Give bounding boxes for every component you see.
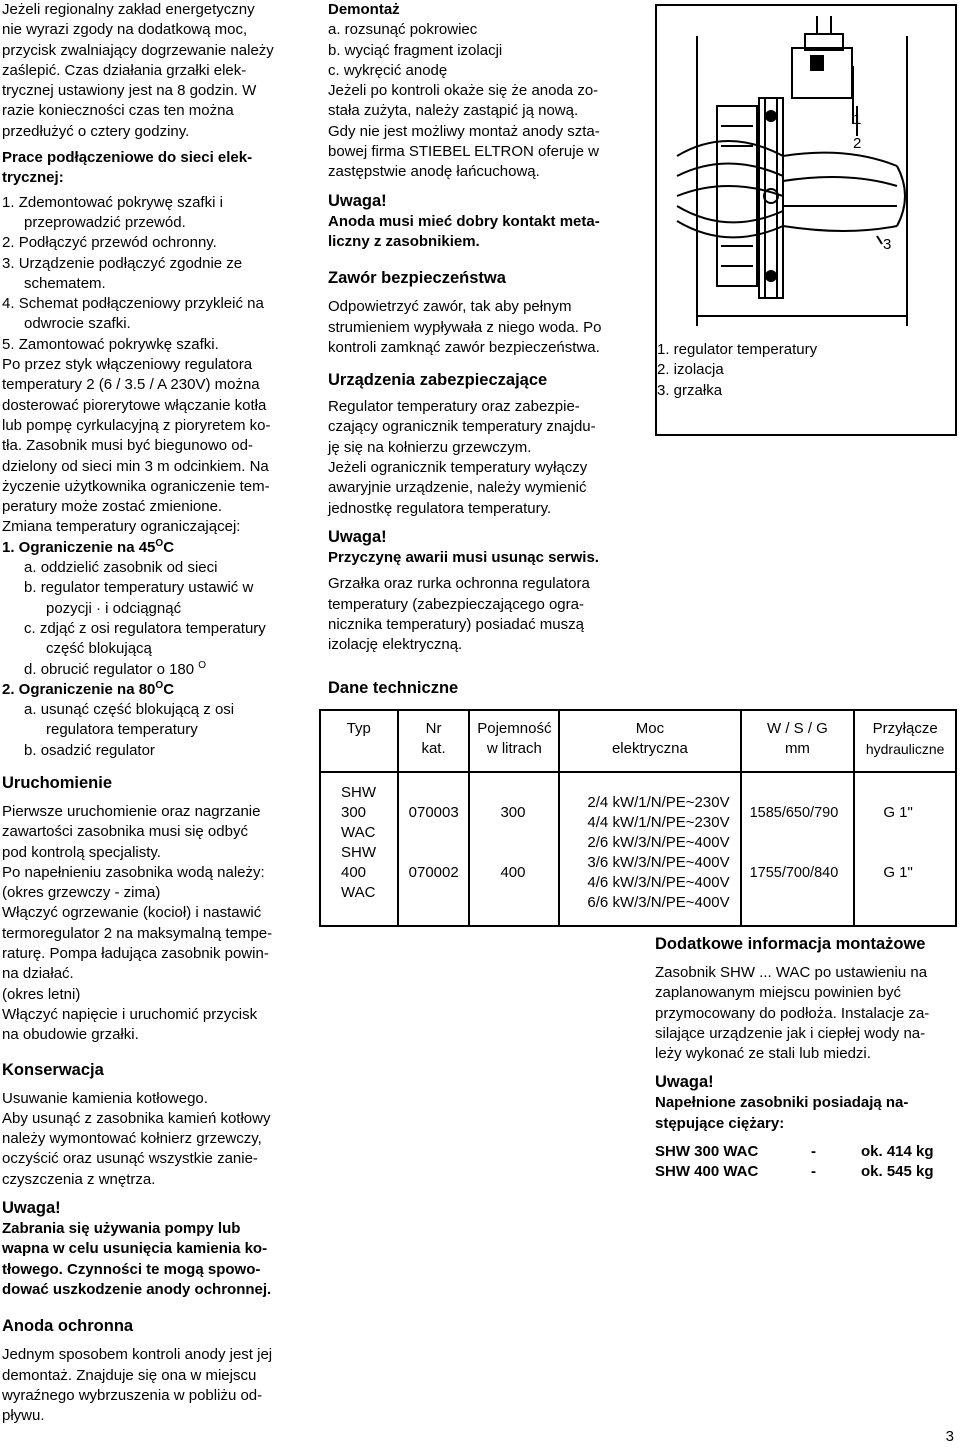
header-text: Nr bbox=[425, 720, 442, 737]
text-line: liczny z zasobnikiem. bbox=[328, 232, 480, 250]
text-line: izolację elektryczną. bbox=[328, 636, 463, 654]
cell-text: 2/4 kW/1/N/PE~230V bbox=[587, 794, 730, 811]
item-text: regulator temperatury ustawić w bbox=[40, 579, 254, 597]
cell-text: 300 bbox=[341, 804, 367, 821]
text-line: Zmiana temperatury ograniczającej: bbox=[2, 518, 241, 536]
limit2-list bbox=[2, 700, 298, 761]
text-line: raturę. Pompa ładująca zasobnik powin- bbox=[2, 945, 269, 963]
intro-paragraph bbox=[2, 0, 298, 142]
text-line: Pierwsze uruchomienie oraz nagrzanie bbox=[2, 802, 261, 820]
callout-1: 1 bbox=[853, 111, 862, 128]
item-text: Podłączyć przewód ochronny. bbox=[18, 234, 217, 252]
cell-text: 400 bbox=[341, 864, 367, 881]
dodatkowe-heading: Dodatkowe informacja montażowe bbox=[655, 935, 926, 953]
text-line: temperatury 2 (6 / 3.5 / A 230V) można bbox=[2, 376, 260, 394]
text-line: leży wykonać ze stali lub miedzi. bbox=[655, 1045, 871, 1063]
text-line: (okres grzewczy - zima) bbox=[2, 884, 161, 902]
item-text: schematem. bbox=[24, 274, 106, 292]
text-line: stała zużyta, należy zastąpić ją nową. bbox=[328, 102, 579, 120]
text-line: Aby usunąć z zasobnika kamień kotłowy bbox=[2, 1109, 271, 1127]
limit2-heading bbox=[2, 680, 298, 700]
weights-table bbox=[655, 1142, 957, 1183]
list-item: b. wyciąć fragment izolacji bbox=[328, 41, 503, 59]
middle-column bbox=[328, 0, 630, 697]
weight-value: ok. 545 kg bbox=[861, 1163, 934, 1181]
text-line: Regulator temperatury oraz zabezpie- bbox=[328, 398, 580, 416]
prace-heading bbox=[2, 148, 298, 189]
item-letter: a. bbox=[24, 701, 37, 719]
degree-mark: O bbox=[198, 659, 207, 671]
list-item bbox=[24, 660, 298, 680]
text-line: Jeżeli regionalny zakład energetyczny bbox=[2, 1, 255, 18]
text-line: zaplanowanym miejscu powinien być bbox=[655, 984, 901, 1002]
po-paragraph bbox=[2, 355, 298, 538]
technical-data-table bbox=[319, 709, 957, 927]
uruchomienie-heading: Uruchomienie bbox=[2, 773, 113, 792]
heading-unit: C bbox=[163, 538, 175, 556]
item-text: osadzić regulator bbox=[40, 741, 155, 759]
text-line: oczyścić oraz usunąć wszystkie zanie- bbox=[2, 1150, 258, 1168]
weight-model: SHW 300 WAC bbox=[655, 1143, 759, 1161]
dodatkowe-paragraph bbox=[655, 963, 957, 1064]
item-text: zdjąć z osi regulatora temperatury bbox=[39, 619, 266, 637]
cell-text: 070003 bbox=[408, 804, 459, 821]
item-number: 5. bbox=[2, 335, 15, 353]
list-item bbox=[24, 619, 298, 660]
cell-text: 1755/700/840 bbox=[749, 865, 839, 882]
text-line: czyszczenia z wnętrza. bbox=[2, 1170, 156, 1188]
weight-model: SHW 400 WAC bbox=[655, 1163, 759, 1181]
item-text: Zdemontować pokrywę szafki i bbox=[18, 193, 223, 211]
item-number: 1. bbox=[2, 193, 15, 211]
text-line: lub pompę cyrkulacyjną z pioryretem ko- bbox=[2, 416, 271, 434]
item-text: oddzielić zasobnik od sieci bbox=[40, 559, 218, 577]
anoda-warning bbox=[328, 212, 630, 253]
item-letter: d. bbox=[24, 660, 37, 678]
text-line: tłowego. Czynności te mogą spowo- bbox=[2, 1260, 261, 1278]
list-item bbox=[24, 558, 298, 578]
poj-cell bbox=[469, 772, 559, 926]
text-line: zawartości zasobnika musi się odbyć bbox=[2, 823, 248, 841]
zawor-heading: Zawór bezpieczeństwa bbox=[328, 269, 506, 288]
list-item bbox=[2, 294, 298, 335]
right-bottom-column bbox=[655, 934, 957, 1183]
list-item bbox=[2, 233, 298, 253]
cell-text: G 1" bbox=[883, 864, 913, 882]
item-letter: c. bbox=[24, 619, 36, 637]
text-line: zastępstwie anodę łańcuchową. bbox=[328, 163, 540, 181]
uwaga-label: Uwaga! bbox=[328, 527, 387, 546]
text-line: awaryjnie urządzenie, należy wymienić bbox=[328, 479, 587, 497]
text-line: na obudowie grzałki. bbox=[2, 1026, 139, 1044]
cell-text: WAC bbox=[341, 884, 376, 901]
demontaz-heading: Demontaż bbox=[328, 1, 400, 18]
text-line: Odpowietrzyć zawór, tak aby pełnym bbox=[328, 298, 572, 316]
uwaga-label: Uwaga! bbox=[2, 1199, 61, 1218]
text-line: Jeżeli ogranicznik temperatury wyłączy bbox=[328, 459, 588, 477]
header-cell bbox=[741, 710, 855, 772]
header-text: Typ bbox=[346, 720, 371, 737]
konserwacja-heading: Konserwacja bbox=[2, 1060, 104, 1079]
dane-techniczne-heading: Dane techniczne bbox=[328, 679, 459, 697]
konserwacja-warning bbox=[2, 1219, 298, 1300]
callout-2: 2 bbox=[853, 135, 862, 152]
list-item bbox=[24, 700, 298, 741]
text-line: Napełnione zasobniki posiadają na- bbox=[655, 1094, 909, 1112]
legend-item: 3. grzałka bbox=[657, 381, 723, 399]
text-line: temperatury (zabezpieczającego ogra- bbox=[328, 595, 584, 613]
heating-flange-figure bbox=[655, 4, 957, 436]
text-line: dosterować piorerytowe włączanie kotła bbox=[2, 396, 267, 414]
list-item bbox=[24, 578, 298, 619]
text-line: dzielony od sieci min 3 m odcinkiem. Na bbox=[2, 457, 269, 475]
cell-text: WAC bbox=[341, 824, 376, 841]
zawor-paragraph bbox=[328, 297, 630, 358]
cell-text: 4/6 kW/3/N/PE~400V bbox=[587, 874, 730, 891]
wsg-cell bbox=[741, 772, 855, 926]
text-line: Jednym sposobem kontroli anody jest jej bbox=[2, 1346, 273, 1364]
text-line: wyraźnego wybrzuszenia w pobliżu od- bbox=[2, 1386, 263, 1404]
moc-lines bbox=[574, 793, 729, 913]
callout-3: 3 bbox=[883, 236, 892, 253]
grzalka-paragraph bbox=[328, 574, 630, 655]
text-line: pod kontrolą specjalisty. bbox=[2, 843, 161, 861]
item-text: obrucić regulator o 180 bbox=[40, 660, 195, 678]
konserwacja-paragraph bbox=[2, 1089, 298, 1190]
text-line: kontroli zamknąć zawór bezpieczeństwa. bbox=[328, 338, 600, 356]
item-number: 4. bbox=[2, 295, 15, 313]
heading-line: trycznej: bbox=[2, 169, 64, 187]
text-line: na działać. bbox=[2, 965, 74, 983]
item-letter: b. bbox=[24, 741, 37, 759]
header-cell bbox=[559, 710, 740, 772]
uwaga-label: Uwaga! bbox=[655, 1073, 714, 1092]
anoda-heading: Anoda ochronna bbox=[2, 1317, 134, 1336]
header-text: hydrauliczne bbox=[865, 741, 945, 758]
cell-text: 1585/650/790 bbox=[749, 805, 839, 821]
cell-text: 6/6 kW/3/N/PE~400V bbox=[587, 894, 730, 911]
text-line: (okres letni) bbox=[2, 985, 81, 1003]
cell-text: 400 bbox=[500, 864, 526, 882]
list-item: c. wykręcić anodę bbox=[328, 61, 448, 79]
heading-text: 2. Ograniczenie na 80 bbox=[2, 680, 156, 698]
header-cell bbox=[320, 710, 398, 772]
text-line: jednostkę regulatora temperatury. bbox=[328, 499, 552, 517]
text-line: demontaż. Znajduje się ona w miejscu bbox=[2, 1366, 257, 1384]
text-line: trycznej ustawiony jest na 8 godzin. W bbox=[2, 82, 257, 100]
text-line: razie konieczności czas ten można bbox=[2, 102, 234, 120]
figure-legend bbox=[657, 340, 953, 401]
text-line: Zasobnik SHW ... WAC po ustawieniu na bbox=[655, 964, 928, 981]
text-line: dować uszkodzenie anody ochronnej. bbox=[2, 1280, 272, 1298]
steps-list bbox=[2, 193, 298, 355]
text-line: zaślepić. Czas działania grzałki elek- bbox=[2, 61, 247, 79]
item-text: usunąć część blokującą z osi bbox=[40, 701, 235, 719]
table-row-typ bbox=[341, 783, 397, 903]
text-line: Po przez styk włączeniowy regulatora bbox=[2, 356, 253, 374]
header-text: Pojemność bbox=[477, 720, 552, 737]
text-line: silające urządzenie jak i ciepłej wody na- bbox=[655, 1024, 926, 1042]
cell-text: SHW bbox=[341, 784, 376, 801]
anoda-paragraph bbox=[2, 1345, 298, 1426]
cell-text: 300 bbox=[500, 804, 526, 821]
limit1-list bbox=[2, 558, 298, 680]
header-cell bbox=[469, 710, 559, 772]
text-line: Włączyć ogrzewanie (kocioł) i nastawić bbox=[2, 904, 262, 922]
moc-cell bbox=[559, 772, 740, 926]
header-text: Moc bbox=[635, 720, 665, 737]
uruchomienie-paragraph bbox=[2, 802, 298, 1046]
text-line: wapna w celu usunięcia kamienia ko- bbox=[2, 1240, 268, 1258]
item-text: Schemat podłączeniowy przykleić na bbox=[18, 295, 264, 313]
nr-cell bbox=[398, 772, 470, 926]
list-item bbox=[2, 335, 298, 355]
text-line: Grzałka oraz rurka ochronna regulatora bbox=[328, 575, 590, 593]
weight-value: ok. 414 kg bbox=[861, 1143, 934, 1161]
header-text: w litrach bbox=[486, 740, 542, 758]
text-line: nie wyrazi zgody na dodatkową moc, bbox=[2, 21, 248, 39]
item-text: Zamontować pokrywkę szafki. bbox=[18, 335, 219, 353]
cell-text: G 1" bbox=[883, 804, 913, 821]
list-item: a. rozsunąć pokrowiec bbox=[328, 21, 478, 39]
uwaga-label: Uwaga! bbox=[328, 191, 387, 210]
text-line: Po napełnieniu zasobnika wodą należy: bbox=[2, 863, 265, 881]
item-text: pozycji · i odciągnąć bbox=[46, 599, 182, 617]
text-line: stępujące ciężary: bbox=[655, 1114, 785, 1132]
left-column bbox=[2, 0, 298, 1426]
item-letter: a. bbox=[24, 559, 37, 577]
cell-text: 4/4 kW/1/N/PE~230V bbox=[587, 814, 730, 831]
text-line: Jeżeli po kontroli okaże się że anoda zo- bbox=[328, 82, 599, 100]
serwis-warning: Przyczynę awarii musi usunąc serwis. bbox=[328, 548, 599, 566]
text-line: Włączyć napięcie i uruchomić przycisk bbox=[2, 1005, 258, 1023]
header-text: elektryczna bbox=[611, 740, 688, 758]
cell-text: 070002 bbox=[408, 864, 459, 882]
text-line: przymocowany do podłoża. Instalacje za- bbox=[655, 1004, 930, 1022]
text-line: pływu. bbox=[2, 1407, 45, 1425]
text-line: Anoda musi mieć dobry kontakt meta- bbox=[328, 212, 600, 230]
item-text: odwrocie szafki. bbox=[24, 315, 131, 333]
degree-mark: O bbox=[155, 537, 164, 549]
list-item bbox=[24, 741, 298, 761]
header-cell bbox=[398, 710, 470, 772]
weights-intro bbox=[655, 1093, 957, 1134]
text-line: Usuwanie kamienia kotłowego. bbox=[2, 1089, 208, 1107]
item-letter: b. bbox=[24, 579, 37, 597]
przy-cell bbox=[854, 772, 956, 926]
text-line: czający ogranicznik temperatury znajdu- bbox=[328, 418, 596, 436]
page-number: 3 bbox=[945, 1427, 954, 1445]
heading-unit: C bbox=[163, 680, 175, 698]
table-body-row bbox=[320, 772, 956, 926]
table-header-row bbox=[320, 710, 956, 772]
header-text: Przyłącze bbox=[872, 720, 938, 737]
item-text: Urządzenie podłączyć zgodnie ze bbox=[18, 254, 243, 272]
item-text: część blokującą bbox=[46, 640, 152, 658]
text-line: nicznika temperatury) posiadać muszą bbox=[328, 615, 584, 633]
list-item bbox=[2, 254, 298, 295]
degree-mark: O bbox=[155, 679, 164, 691]
weight-dash: - bbox=[811, 1163, 816, 1181]
text-line: należy wymontować kołnierz grzewczy, bbox=[2, 1130, 262, 1148]
urzadzenia-heading: Urządzenia zabezpieczające bbox=[328, 371, 548, 390]
weight-dash: - bbox=[811, 1143, 816, 1161]
header-text: kat. bbox=[421, 740, 446, 758]
heading-text: 1. Ograniczenie na 45 bbox=[2, 538, 156, 556]
text-line: przycisk zwalniający dogrzewanie należy bbox=[2, 41, 274, 59]
item-number: 3. bbox=[2, 254, 15, 272]
demontaz-list bbox=[328, 20, 630, 81]
cell-text: 3/6 kW/3/N/PE~400V bbox=[587, 854, 730, 871]
urzadzenia-paragraph bbox=[328, 397, 630, 519]
text-line: ję się na kołnierzu grzewczym. bbox=[328, 438, 532, 456]
cell-text: SHW bbox=[341, 844, 376, 861]
cell-text: 2/6 kW/3/N/PE~400V bbox=[587, 834, 730, 851]
text-line: przedłużyć o cztery godziny. bbox=[2, 122, 190, 140]
header-cell bbox=[854, 710, 956, 772]
item-number: 2. bbox=[2, 234, 15, 252]
text-line: bowej firma STIEBEL ELTRON oferuje w bbox=[328, 143, 599, 161]
text-line: peratury może zostać zmienione. bbox=[2, 498, 223, 516]
item-text: regulatora temperatury bbox=[46, 721, 198, 739]
header-text: W / S / G bbox=[767, 720, 828, 737]
heading-line: Prace podłączeniowe do sieci elek- bbox=[2, 149, 253, 167]
text-line: Zabrania się używania pompy lub bbox=[2, 1220, 241, 1238]
text-line: strumieniem wypływała z niego woda. Po bbox=[328, 318, 602, 336]
limit1-heading bbox=[2, 538, 298, 558]
list-item bbox=[2, 193, 298, 234]
typ-cell bbox=[320, 772, 398, 926]
text-line: Gdy nie jest możliwy montaż anody szta- bbox=[328, 122, 600, 140]
legend-item: 1. regulator temperatury bbox=[657, 341, 818, 358]
demontaz-paragraph bbox=[328, 81, 630, 182]
header-text: mm bbox=[784, 740, 810, 758]
text-line: życzenie użytkownika ograniczenie tem- bbox=[2, 477, 270, 495]
text-line: tła. Zasobnik musi być biegunowo od- bbox=[2, 437, 253, 455]
item-text: przeprowadzić przewód. bbox=[24, 213, 186, 231]
legend-item: 2. izolacja bbox=[657, 361, 724, 379]
text-line: termoregulator 2 na maksymalną tempe- bbox=[2, 924, 273, 942]
